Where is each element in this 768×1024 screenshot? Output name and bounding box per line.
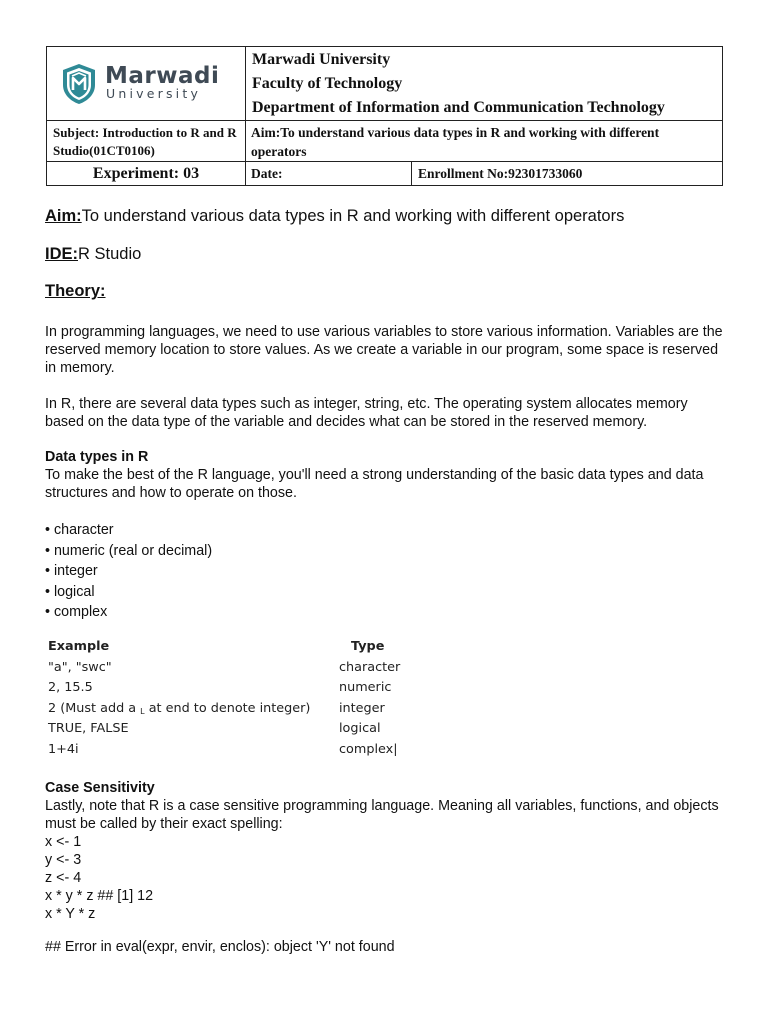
header-table (46, 46, 723, 186)
example-cell: TRUE, FALSE (48, 721, 129, 737)
code-line: x * y * z ## [1] 12 (45, 888, 154, 904)
table-row (48, 678, 448, 699)
type-cell: integer (339, 700, 385, 716)
ide-line (45, 245, 730, 264)
aim-line (45, 207, 730, 226)
datatypes-paragraph: To make the best of the R language, you'll need a strong understanding of the basic data types and data structures and how to operate on those. (45, 467, 704, 501)
aim-label: Aim: (45, 207, 82, 225)
list-item: • numeric (real or decimal) (45, 542, 213, 559)
code-line: y <- 3 (45, 852, 82, 868)
type-cell: complex| (339, 741, 398, 757)
column-header-example: Example (48, 639, 110, 654)
table-row (48, 740, 448, 761)
code-example (45, 833, 730, 923)
case-sensitivity-paragraph: Lastly, note that R is a case sensitive programming language. Meaning all variables, functions, and objects must be called by their exact spelling: (45, 798, 719, 832)
type-cell: numeric (339, 680, 392, 696)
error-line: ## Error in eval(expr, envir, enclos): object 'Y' not found (45, 939, 395, 955)
datatype-list (45, 520, 730, 623)
type-cell: logical (339, 721, 381, 737)
logo-name: Marwadi (105, 63, 220, 89)
ide-label: IDE: (45, 245, 78, 263)
date-cell: Date: (245, 161, 412, 186)
enrollment-cell: Enrollment No:92301733060 (411, 161, 723, 186)
type-cell: character (339, 659, 401, 675)
theory-heading: Theory: (45, 282, 106, 300)
department-name: Department of Information and Communication Technology (252, 99, 665, 116)
theory-paragraph-1: In programming languages, we need to use various variables to store various information. Variables are the reserved memory location to store values. As we create a variable in our program, some space is reserved in memory. (45, 324, 723, 376)
university-info-cell (245, 46, 723, 121)
university-logo (61, 62, 236, 108)
code-line: x * Y * z (45, 906, 96, 922)
datatypes-heading: Data types in R (45, 449, 149, 465)
list-item: • complex (45, 604, 108, 620)
table-row (48, 699, 448, 720)
table-row (48, 719, 448, 740)
table-header-row (48, 637, 448, 658)
example-cell: "a", "swc" (48, 659, 112, 675)
aim-text: To understand various data types in R and working with different operators (81, 207, 625, 225)
table-row (48, 658, 448, 679)
code-line: z <- 4 (45, 870, 82, 886)
shield-logo-icon (61, 63, 97, 105)
column-header-type: Type (351, 639, 385, 654)
list-item: • character (45, 522, 114, 538)
code-line: x <- 1 (45, 834, 82, 850)
example-cell: 2, 15.5 (48, 680, 93, 696)
theory-paragraph-2: In R, there are several data types such as integer, string, etc. The operating system allocates memory based on the data type of the variable and decides what can be stored in the reserved memory. (45, 396, 688, 430)
logo-cell (46, 46, 246, 121)
example-text-post: at end to denote integer) (144, 700, 311, 716)
university-name: Marwadi University (252, 51, 391, 68)
list-item: • integer (45, 563, 98, 579)
example-subscript: L (140, 706, 145, 716)
logo-tagline: University (106, 86, 202, 101)
data-type-table (48, 637, 448, 761)
case-sensitivity-heading: Case Sensitivity (45, 780, 155, 796)
experiment-cell: Experiment: 03 (46, 161, 246, 186)
list-item: • logical (45, 583, 95, 600)
example-text-pre: 2 (Must add a (48, 700, 141, 716)
subject-cell: Subject: Introduction to R and R Studio(01CT0106) (46, 120, 246, 162)
ide-text: R Studio (78, 245, 142, 263)
example-cell: 1+4i (48, 741, 79, 757)
header-aim-cell: Aim:To understand various data types in R and working with different operators (245, 120, 723, 162)
faculty-name: Faculty of Technology (252, 75, 403, 92)
